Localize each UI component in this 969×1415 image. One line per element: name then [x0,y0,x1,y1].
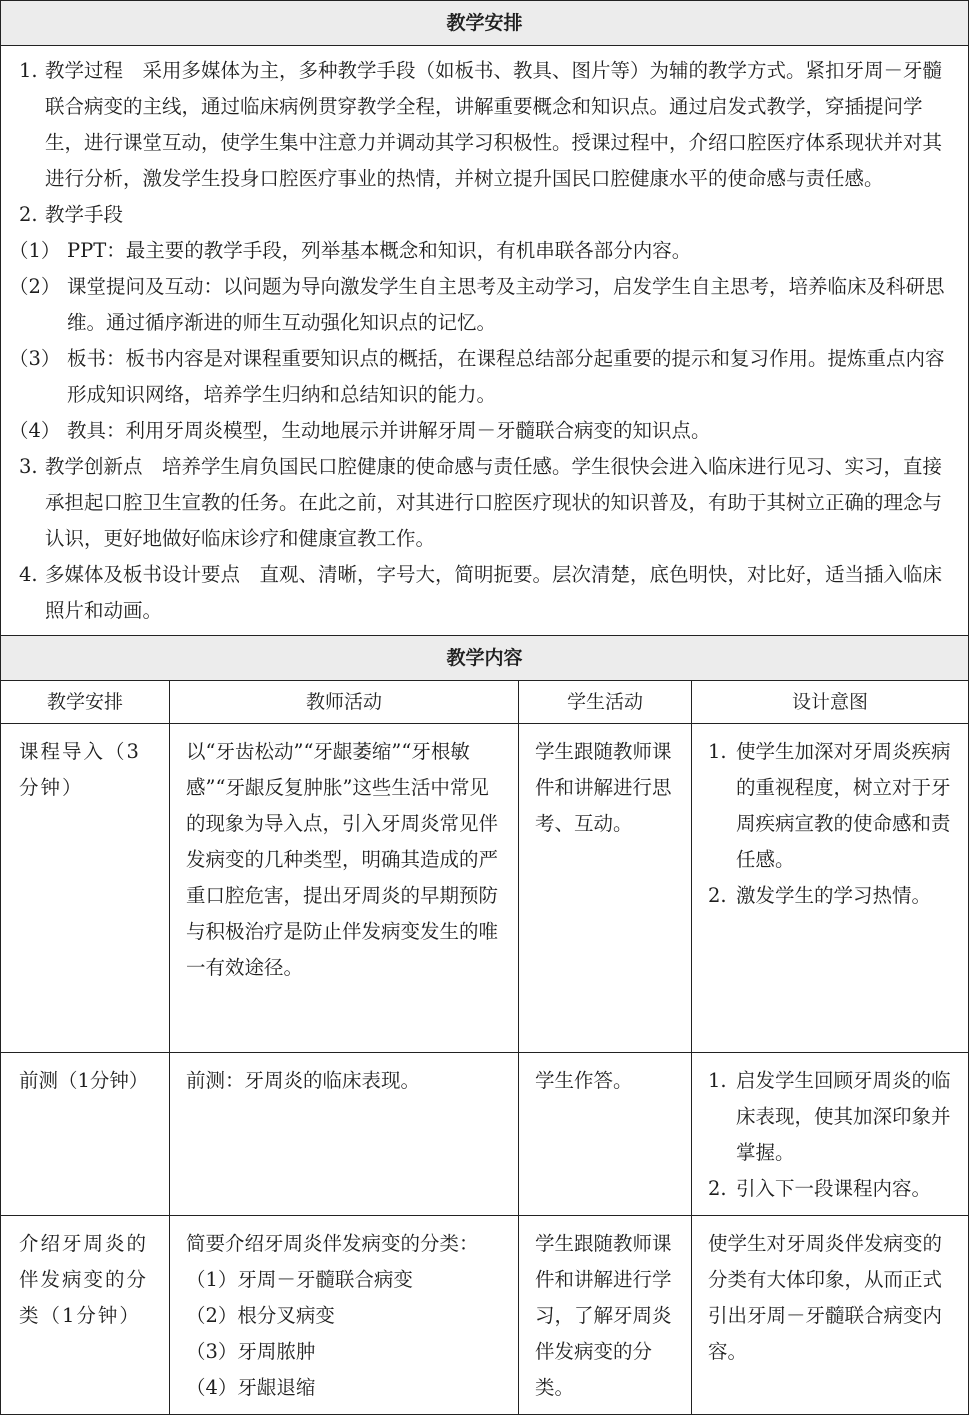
means-item: （1） PPT：最主要的教学手段，列举基本概念和知识，有机串联各部分内容。 [9,239,692,262]
means-item: （3） 板书：板书内容是对课程重要知识点的概括，在课程总结部分起重要的提示和复习作用。提炼重点内容形成知识网络，培养学生归纳和总结知识的能力。 [9,347,945,406]
arrangement-item: 4. 多媒体及板书设计要点 直观、清晰，字号大，简明扼要。层次清楚，底色明快，对比好，适当插入临床照片和动画。 [19,563,943,622]
column-header-student: 学生活动 [519,681,692,724]
table-row [1,1053,969,1216]
intent-item: 1. 启发学生回顾牙周炎的临床表现，使其加深印象并掌握。 [708,1069,951,1164]
category-item: （3）牙周脓肿 [186,1340,316,1363]
means-item: （4） 教具：利用牙周炎模型，生动地展示并讲解牙周－牙髓联合病变的知识点。 [9,419,711,442]
row-student: 学生跟随教师课件和讲解进行学习，了解牙周炎伴发病变的分类。 [519,1216,692,1415]
category-item: （1）牙周－牙髓联合病变 [186,1268,413,1291]
arrangement-item: 3. 教学创新点 培养学生肩负国民口腔健康的使命感与责任感。学生很快会进入临床进行见习、实习，直接承担起口腔卫生宣教的任务。在此之前，对其进行口腔医疗现状的知识普及，有助于其树立正确的理念与认识，更好地做好临床诊疗和健康宣教工作。 [19,455,943,550]
arrangement-body [1,46,969,636]
column-header-teacher: 教师活动 [170,681,519,724]
section-header-arrangement: 教学安排 [1,1,969,46]
intent-item: 1. 使学生加深对牙周炎疾病的重视程度，树立对于牙周疾病宣教的使命感和责任感。 [708,740,951,871]
arrangement-item: 1. 教学过程 采用多媒体为主，多种教学手段（如板书、教具、图片等）为辅的教学方式。紧扣牙周－牙髓联合病变的主线，通过临床病例贯穿教学全程，讲解重要概念和知识点。通过启发式教学，穿插提问学生，进行课堂互动，使学生集中注意力并调动其学习积极性。授课过程中，介绍口腔医疗体系现状并对其进行分析，激发学生投身口腔医疗事业的热情，并树立提升国民口腔健康水平的使命感与责任感。 [19,59,943,190]
row-student: 学生跟随教师课件和讲解进行思考、互动。 [519,724,692,1053]
row-intent [692,724,969,1053]
row-intent: 使学生对牙周炎伴发病变的分类有大体印象，从而正式引出牙周－牙髓联合病变内容。 [692,1216,969,1415]
table-row [1,724,969,1053]
column-header-arrangement: 教学安排 [1,681,170,724]
row-student: 学生作答。 [519,1053,692,1216]
row-arrangement: 介绍牙周炎的伴发病变的分类（1分钟） [1,1216,170,1415]
row-arrangement: 课程导入（3分钟） [1,724,170,1053]
category-item: （4）牙龈退缩 [186,1376,316,1399]
column-header-intent: 设计意图 [692,681,969,724]
intent-item: 2. 激发学生的学习热情。 [708,884,932,907]
row-teacher: 以“牙齿松动”“牙龈萎缩”“牙根敏感”“牙龈反复肿胀”这些生活中常见的现象为导入点，引入牙周炎常见伴发病变的几种类型，明确其造成的严重口腔危害，提出牙周炎的早期预防与积极治疗是防止伴发病变发生的唯一有效途径。 [170,724,519,1053]
row-teacher [170,1216,519,1415]
row-intent [692,1053,969,1216]
arrangement-item: 2. 教学手段 [19,203,124,226]
row-arrangement: 前测（1分钟） [1,1053,170,1216]
section-header-content: 教学内容 [1,636,969,681]
intent-item: 2. 引入下一段课程内容。 [708,1177,932,1200]
row-teacher: 前测：牙周炎的临床表现。 [170,1053,519,1216]
category-item: （2）根分叉病变 [186,1304,335,1327]
teacher-intro: 简要介绍牙周炎伴发病变的分类： [186,1232,479,1255]
means-item: （2） 课堂提问及互动：以问题为导向激发学生自主思考及主动学习，启发学生自主思考，培养临床及科研思维。通过循序渐进的师生互动强化知识点的记忆。 [9,275,945,334]
table-row [1,1216,969,1415]
